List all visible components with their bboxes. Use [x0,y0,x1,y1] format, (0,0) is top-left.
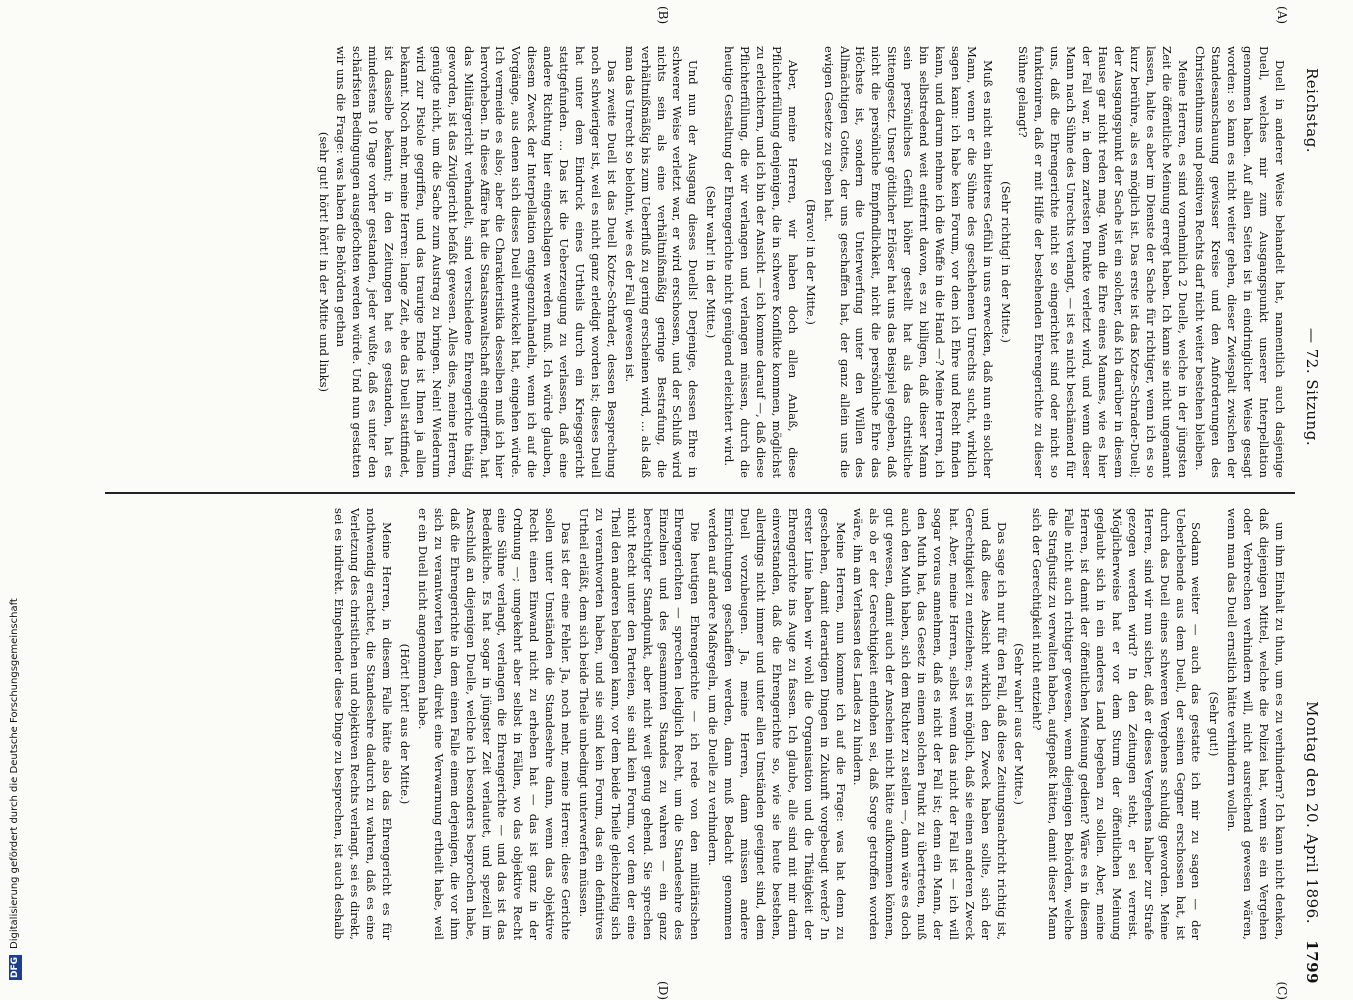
column-divider [105,492,1295,494]
interjection: (Sehr richtig! in der Mitte.) [998,181,1013,343]
right-column [107,508,1287,940]
paragraph: um ihm Einhalt zu thun, um es zu verhindern? Ich kann nicht denken, daß diejenigen Mittel, welche die Polizei hat, wenn sie ein Vergehen oder Verbrechen verhindern will, nicht ausreichend gewesen wären, wenn man das Duell ernstlich hätte verhindern wollen. [1225,508,1287,940]
left-column [107,46,1287,478]
paragraph: Duell in anderer Weise behandelt hat, namentlich auch dasjenige Duell, welches mir zum Ausgangspunkt unserer Interpellation genommen haben. Auf allen Seiten ist in eindringlicher Weise gesagt worden: so kann es nicht weiter gehen, dieser Zwiespalt zwischen der Standesanschauung gewisser Kreise und den Anforderungen des Christenthums und positiven Rechts darf nicht weiter bestehen bleiben. [1193,46,1287,478]
paragraph: Sodann weiter — auch das gestatte ich mir zu sagen — der Ueberlebende aus dem Duell, der seinen Gegner erschossen hat, ist durch das Duell eines schweren Vergehens schuldig geworden. Meine Herren, sind wir nun sicher, daß er dieses Vergehens halber zur Strafe gezogen werden wird? In den Zeitungen steht, er sei verreist. Möglicherweise hat er vor dem Sturm der öffentlichen Meinung geglaubt sich in ein anderes Land begeben zu sollen. Aber, meine Herren, ist damit der öffentlichen Meinung gedient? Wäre es in diesem Falle nicht auch richtiger gewesen, wenn diejenigen Behörden, welche die Strafjustiz zu verwalten haben, aufgepaßt hätten, damit dieser Mann sich der Gerechtigkeit nicht entzieht? [1030,508,1204,940]
interjection: (Sehr gut!) [1207,691,1222,757]
paragraph: Das sage ich nur für den Fall, daß diese Zeitungsnachricht richtig ist, und daß diese Absicht wirklich den Zweck haben sollte, sich der Gerechtigkeit zu entziehen; es ist möglich, daß sie einen anderen Zweck hat. Aber, meine Herren, selbst wenn das nicht der Fall ist — ich will sogar voraus annehmen, daß es nicht der Fall ist; denn ein Mann, der den Muth hat, das Gesetz in einem solchen Punkt zu übertreten, muß auch den Muth haben, sich dem Richter zu stellen —, dann wäre es doch gut gewesen, damit auch der Anschein nicht hätte aufkommen können, als ob er der Gerechtigkeit entflohen sei, daß Sorge getroffen worden wäre, ihn am Verlassen des Landes zu hindern. [851,508,1009,940]
paragraph: Meine Herren, in diesem Falle hätte also das Ehrengericht es für nothwendig erachtet, die Standesehre dadurch zu wahren, daß es eine Verletzung des christlichen und objektiven Rechts verlangt, sei es direkt, sei es indirekt. Eingehender diese Dinge zu besprechen, ist auch deshalb [332,508,395,940]
footer-credit [4,0,26,1000]
interjection: (sehr gut! hört! hört! in der Mitte und links) [316,131,331,393]
margin-mark-b: (B) [656,6,670,25]
header-left: Reichstag. [1303,68,1321,154]
header-center: — 72. Sitzung. [1303,328,1321,447]
page-number: 1799 [1303,940,1321,984]
paragraph: Meine Herren, nun komme ich auf die Frage: was hat denn zu geschehen, damit derartigen Dingen in Zukunft vorgebeugt werde? In erster Linie haben wir wohl die Organisation und die Thätigkeit der Ehrengerichte ins Auge zu fassen. Ich glaube, alle sind mit mir darin einverstanden, daß die Ehrengerichte so, wie sie heute bestehen, allerdings nicht immer und unter allen Umständen geeignet sind, dem Duell vorzubeugen. Ja, meine Herren, dann müssen andere Einrichtungen geschaffen werden, dann muß Bedacht genommen werden auf andere Maßregeln, um die Duelle zu verhindern. [706,508,848,940]
footer-text: Digitalisierung gefördert durch die Deutsche Forschungsgemeinschaft [9,598,20,949]
margin-mark-d: (D) [656,981,670,1000]
paragraph: Muß es nicht ein bitteres Gefühl in uns erwecken, daß nun ein solcher Mann, wenn er die Sühne des geschehenen Unrechts sucht, wirklich sagen kann: ich habe kein Forum, vor dem ich Ehre und Recht finden kann, und darum nehme ich die Waffe in die Hand —? Meine Herren, ich bin selbstredend weit entfernt davon, es zu billigen, daß dieser Mann sein persönliches Gefühl höher gestellt hat als das christliche Sittengesetz. Unser göttlicher Erlöser hat uns das Beispiel gegeben, daß nicht die persönliche Empfindlichkeit, nicht die persönliche Ehre das Höchste ist, sondern die Unterwerfung unter den Willen des Allmächtigen Gottes, der uns geschaffen hat, der ganz allein uns die ewigen Gesetze zu geben hat. [821,46,995,478]
margin-mark-c: (C) [1275,981,1289,1000]
paragraph: Das ist der eine Fehler. Ja, noch mehr, meine Herren: diese Gerichte sollen unter Umständen die Standesehre dann, wenn das objektive Recht einen Einwand nicht zu erheben hat — das ist ganz in der Ordnung —; umgekehrt aber selbst in Fällen, wo das objektive Recht eine Sühne verlangt, verlangen die Ehrengerichte — und das ist das Bedenkliche. Es hat sogar in jüngster Zeit verlautet, und speziell im Anschluß an diejenigen Duelle, welche ich besonders besprochen habe, daß die Ehrengerichte in dem einen Falle einem derjenigen, die vor ihm sich zu verantworten haben, direkt eine Verwarnung ertheilt habe, weil er ein Duell nicht angenommen habe. [415,508,574,940]
dfg-logo: DFG [10,956,20,978]
footer-strip [0,0,30,1000]
paragraph: Das zweite Duell ist das Duell Kotze-Schrader, dessen Besprechung noch schwieriger ist, weil es nicht ganz erledigt worden ist; dieses Duell hat unter dem Eindruck eines Urtheils durch ein Kriegsgericht stattgefunden. ... Das ist die Ueberzeugung zu verlassen, daß eine andere Richtung hier eingeschlagen werden muß. Ich würde glauben, diesem Zweck der Interpellation entgegenzuhandeln, wenn ich auf die Vorgänge, aus denen sich dieses Duell entwickelt hat, eingehen würde. Ich vermeide es also; aber die Charakteristika desselben muß ich hier hervorheben. In diese Affäre hat die Staatsanwaltschaft eingegriffen, hat das Militärgericht verhandelt, sind verschiedene Ehrengerichte thätig geworden, ist das Zivilgericht befaßt gewesen. Alles dies, meine Herren, genügte nicht, um die Sache zum Austrag zu bringen. Nein! Wiederum wird zur Pistole gegriffen, und das traurige Ende ist Ihnen ja allen bekannt. Noch mehr, meine Herren: lange Zeit, ehe das Duell stattfindet, ist dasselbe bekannt; in den Zeitungen hat es gestanden, hat es mindestens 10 Tage vorher gestanden, jeder wußte, daß es unter den schärfsten Bedingungen ausgefochten werden würde. Und nun gestatten wir uns die Frage: was haben die Behörden gethan [334,46,619,478]
interjection: (Sehr wahr! in der Mitte.) [704,185,719,339]
header-date: Montag den 20. April 1896. [1303,701,1321,924]
margin-mark-a: (A) [1275,6,1289,25]
interjection: (Sehr wahr! aus der Mitte.) [1012,643,1027,805]
paragraph: Und nun der Ausgang dieses Duells! Derjenige, dessen Ehre in schwerer Weise verletzt war, er wird erschossen, und der Schluß wird nichts sein als eine verhältnißmäßig geringe Bestrafung, die verhältnißmäßig bis zum Ueberfluß zu gering erscheinen wird, ... als daß man das Unrecht so belohnt, wie es der Fall gewesen ist. [622,46,701,478]
paragraph: Aber, meine Herren, wir haben doch allen Anlaß, diese Pflichterfüllung denjenigen, die in schwere Konflikte kommen, möglichst zu erleichtern, und ich bin der Ansicht — ich komme darauf —, daß diese Pflichterfüllung, die wir verlangen und verlangen müssen, durch die heutige Gestaltung der Ehrengerichte nicht genügend erleichtert wird. [722,46,800,478]
page-header [1297,28,1321,984]
interjection: (Bravo! in der Mitte.) [803,199,818,325]
paragraph: Die heutigen Ehrengerichte — ich rede von den militärischen Ehrengerichten — sprechen lediglich Recht, um die Standesehre des Einzelnen und des gesammten Standes zu wahren — ein ganz berechtigter Standpunkt, aber nicht weit genug gehend. Sie sprechen nicht Recht unter den Parteien, sie sind kein Forum, vor dem der eine Theil den anderen belangen kann, vor dem beide Theile gleichzeitig sich zu verantworten haben, und sie sind kein Forum, das ein definitives Urtheil erläßt, dem sich beide Theile unbedingt unterwerfen müssen. [577,508,703,940]
paragraph: Meine Herren, es sind vornehmlich 2 Duelle, welche in der jüngsten Zeit die öffentliche Meinung erregt haben. Ich kann sie nicht ungenannt lassen, halte es aber im Dienste der Sache für richtiger, wenn ich es so kurz berühre, als es möglich ist. Das erste ist das Kotze-Schrader-Duell; der Ausgangspunkt der Sache ist ein solcher, daß ich darüber in diesem Hause gar nicht reden mag. Wenn die Ehre eines Mannes, wie es hier der Fall war, in dem zartesten Punkte verletzt wird, und wenn dieser Mann nach Sühne des Unrechts verlangt, — ist es nicht beschämend für uns, daß die Ehrengerichte nicht so eingerichtet sind oder nicht so funktioniren, daß er mit Hilfe der bestehenden Ehrengerichte zu dieser Sühne gelangt? [1016,46,1190,478]
interjection: (Hört! hört! aus der Mitte.) [398,643,413,805]
